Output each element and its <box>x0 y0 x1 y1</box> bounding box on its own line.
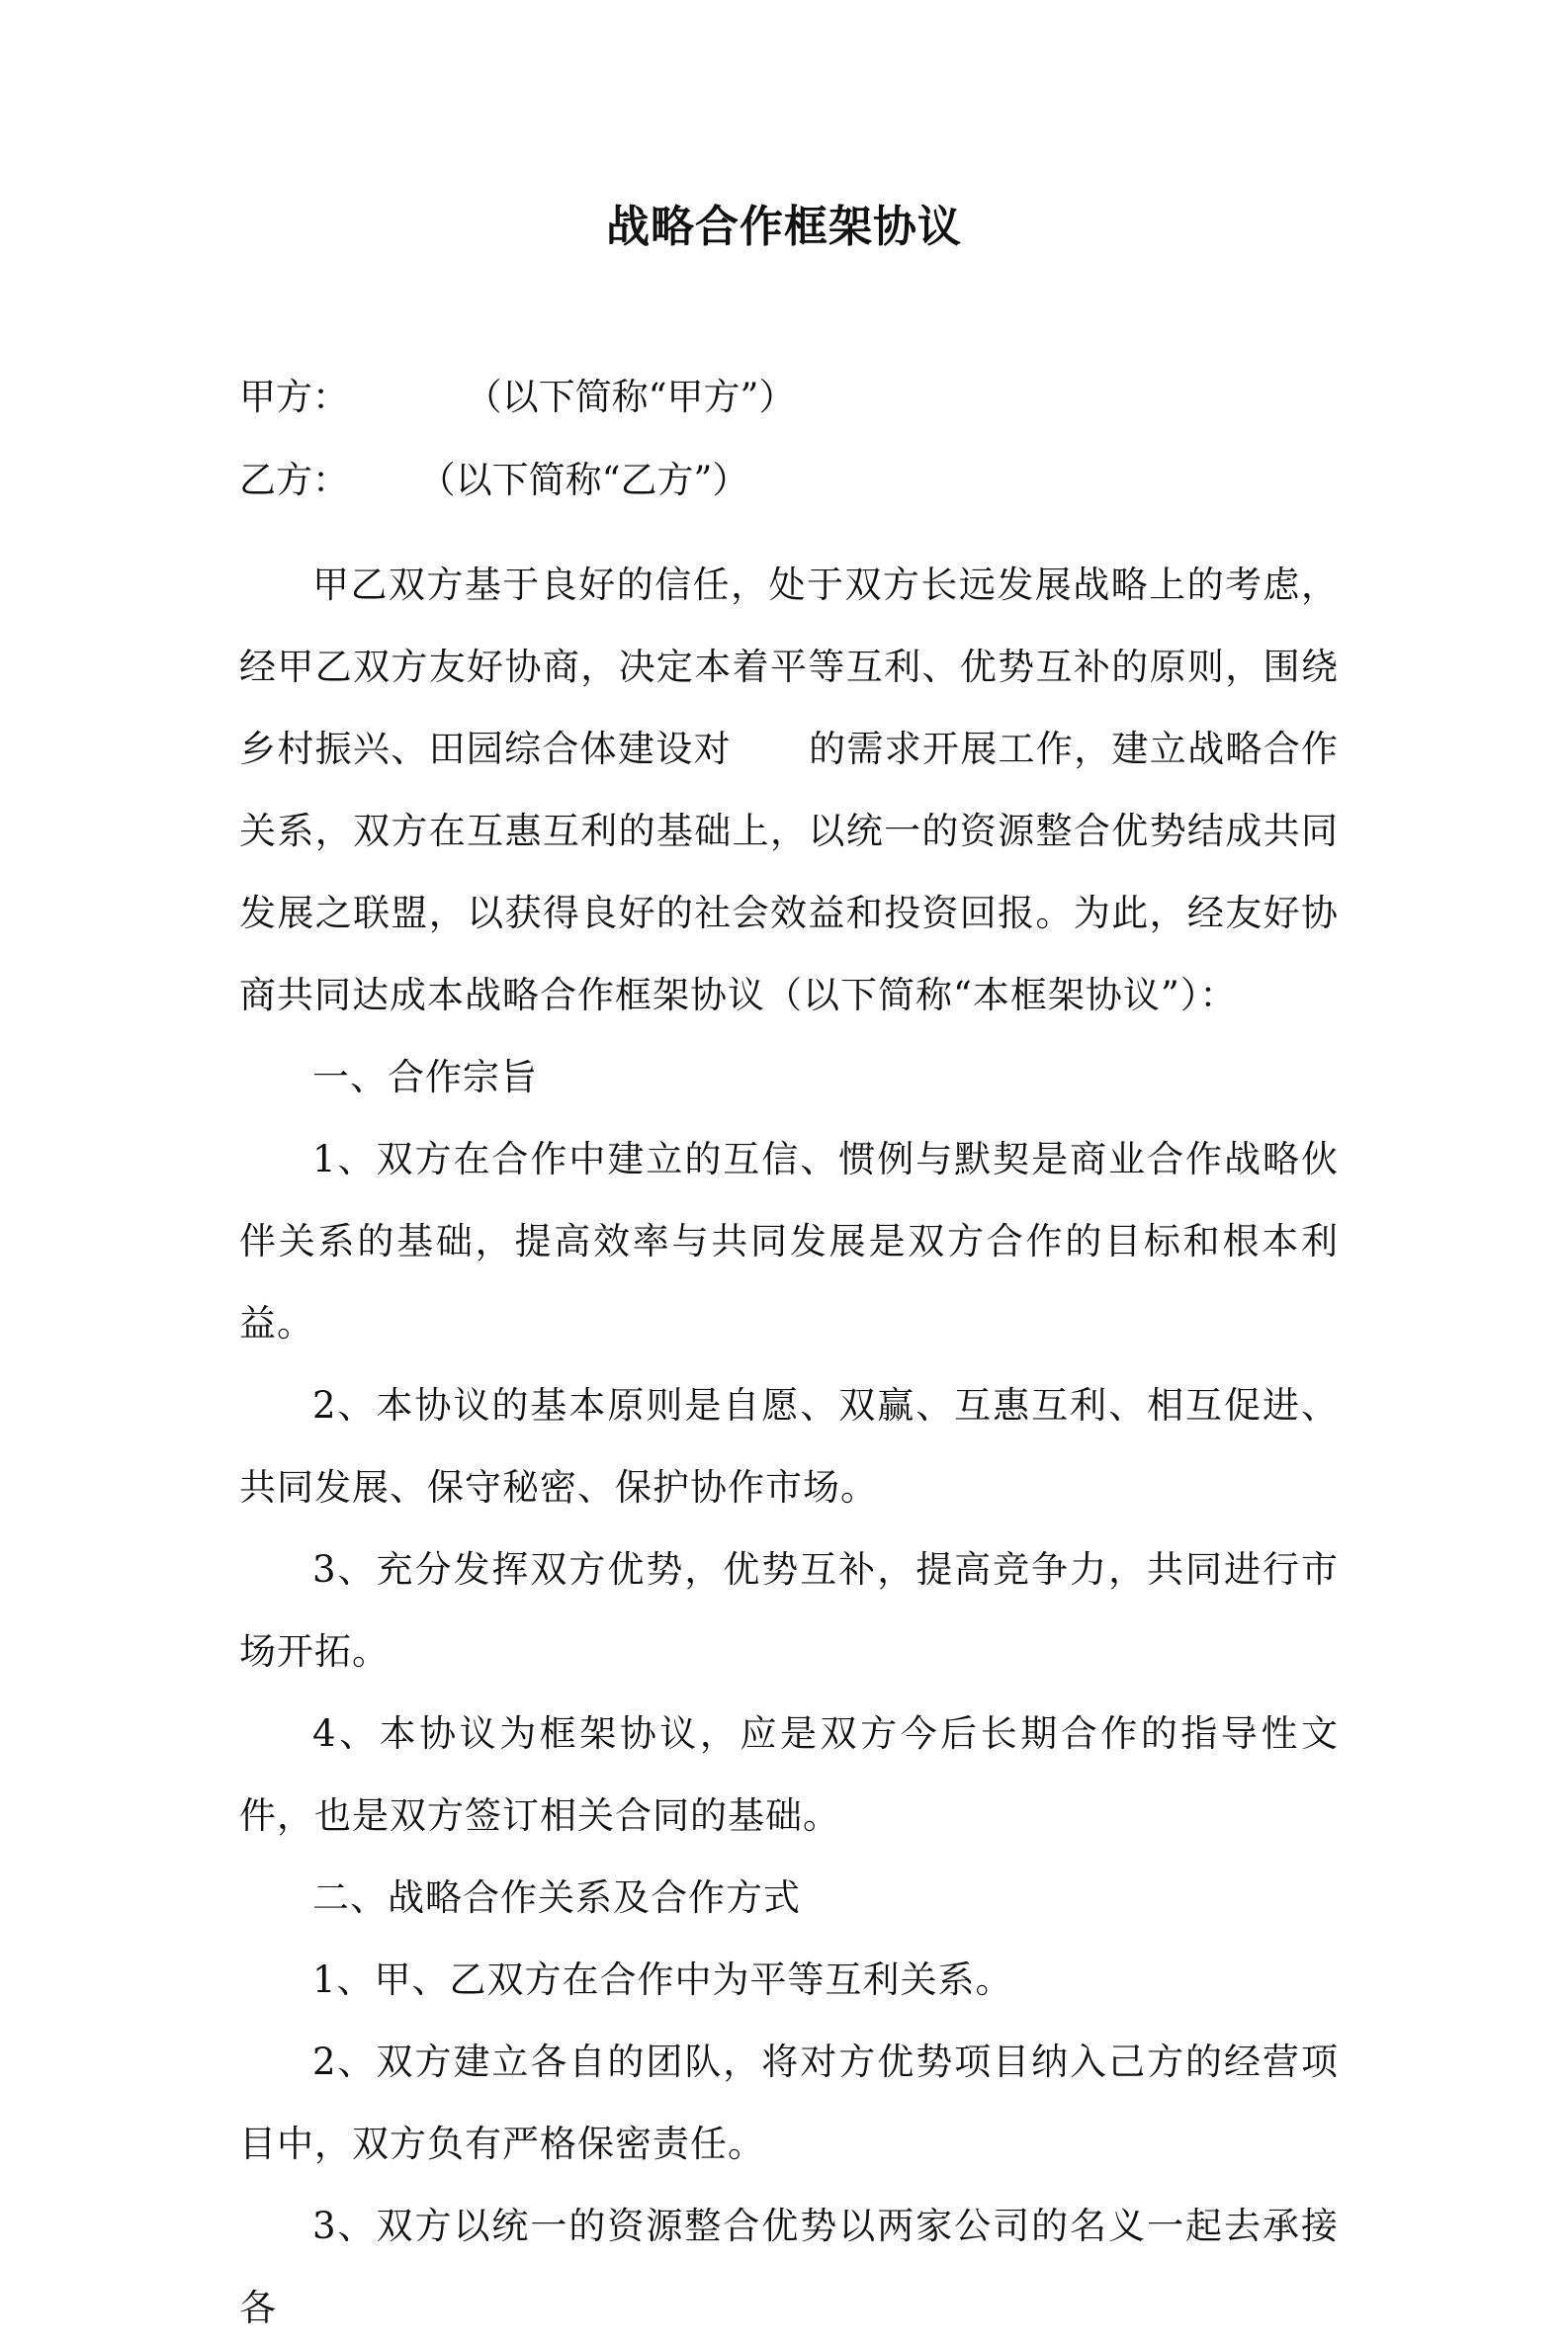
document-body <box>239 544 1339 2349</box>
clause-paragraph: 3、双方以统一的资源整合优势以两家公司的名义一起去承接各 <box>239 2205 1339 2329</box>
party-a-line: 甲方： （以下简称“甲方”） <box>239 376 796 418</box>
section-heading-purpose: 一、合作宗旨 <box>312 1056 538 1098</box>
clause-paragraph: 1、双方在合作中建立的互信、惯例与默契是商业合作战略伙伴关系的基础，提高效率与共同发展是双方合作的目标和根本利益。 <box>239 1138 1339 1345</box>
clause-paragraph: 3、充分发挥双方优势，优势互补，提高竞争力，共同进行市场开拓。 <box>239 1548 1339 1673</box>
party-b-line: 乙方： （以下简称“乙方”） <box>239 459 749 501</box>
document-title: 战略合作框架协议 <box>606 202 962 252</box>
clause-paragraph: 1、甲、乙双方在合作中为平等互利关系。 <box>312 1958 1013 2001</box>
clause-paragraph: 2、双方建立各自的团队，将对方优势项目纳入己方的经营项目中，双方负有严格保密责任。 <box>239 2041 1339 2165</box>
section-heading-cooperation: 二、战略合作关系及合作方式 <box>312 1876 801 1919</box>
clause-paragraph: 4、本协议为框架协议，应是双方今后长期合作的指导性文件，也是双方签订相关合同的基础。 <box>239 1712 1339 1837</box>
intro-paragraph: 甲乙双方基于良好的信任，处于双方长远发展战略上的考虑，经甲乙双方友好协商，决定本着平等互利、优势互补的原则，围绕乡村振兴、田园综合体建设对 的需求开展工作，建立战略合作关系，双方在互惠互利的基础上，以统一的资源整合优势结成共同发展之联盟，以获得良好的社会效益和投资回报。为此，经友好协商共同达成本战略合作框架协议（以下简称“本框架协议”）： <box>239 564 1339 1016</box>
clause-paragraph: 2、本协议的基本原则是自愿、双赢、互惠互利、相互促进、共同发展、保守秘密、保护协作市场。 <box>239 1384 1339 1509</box>
